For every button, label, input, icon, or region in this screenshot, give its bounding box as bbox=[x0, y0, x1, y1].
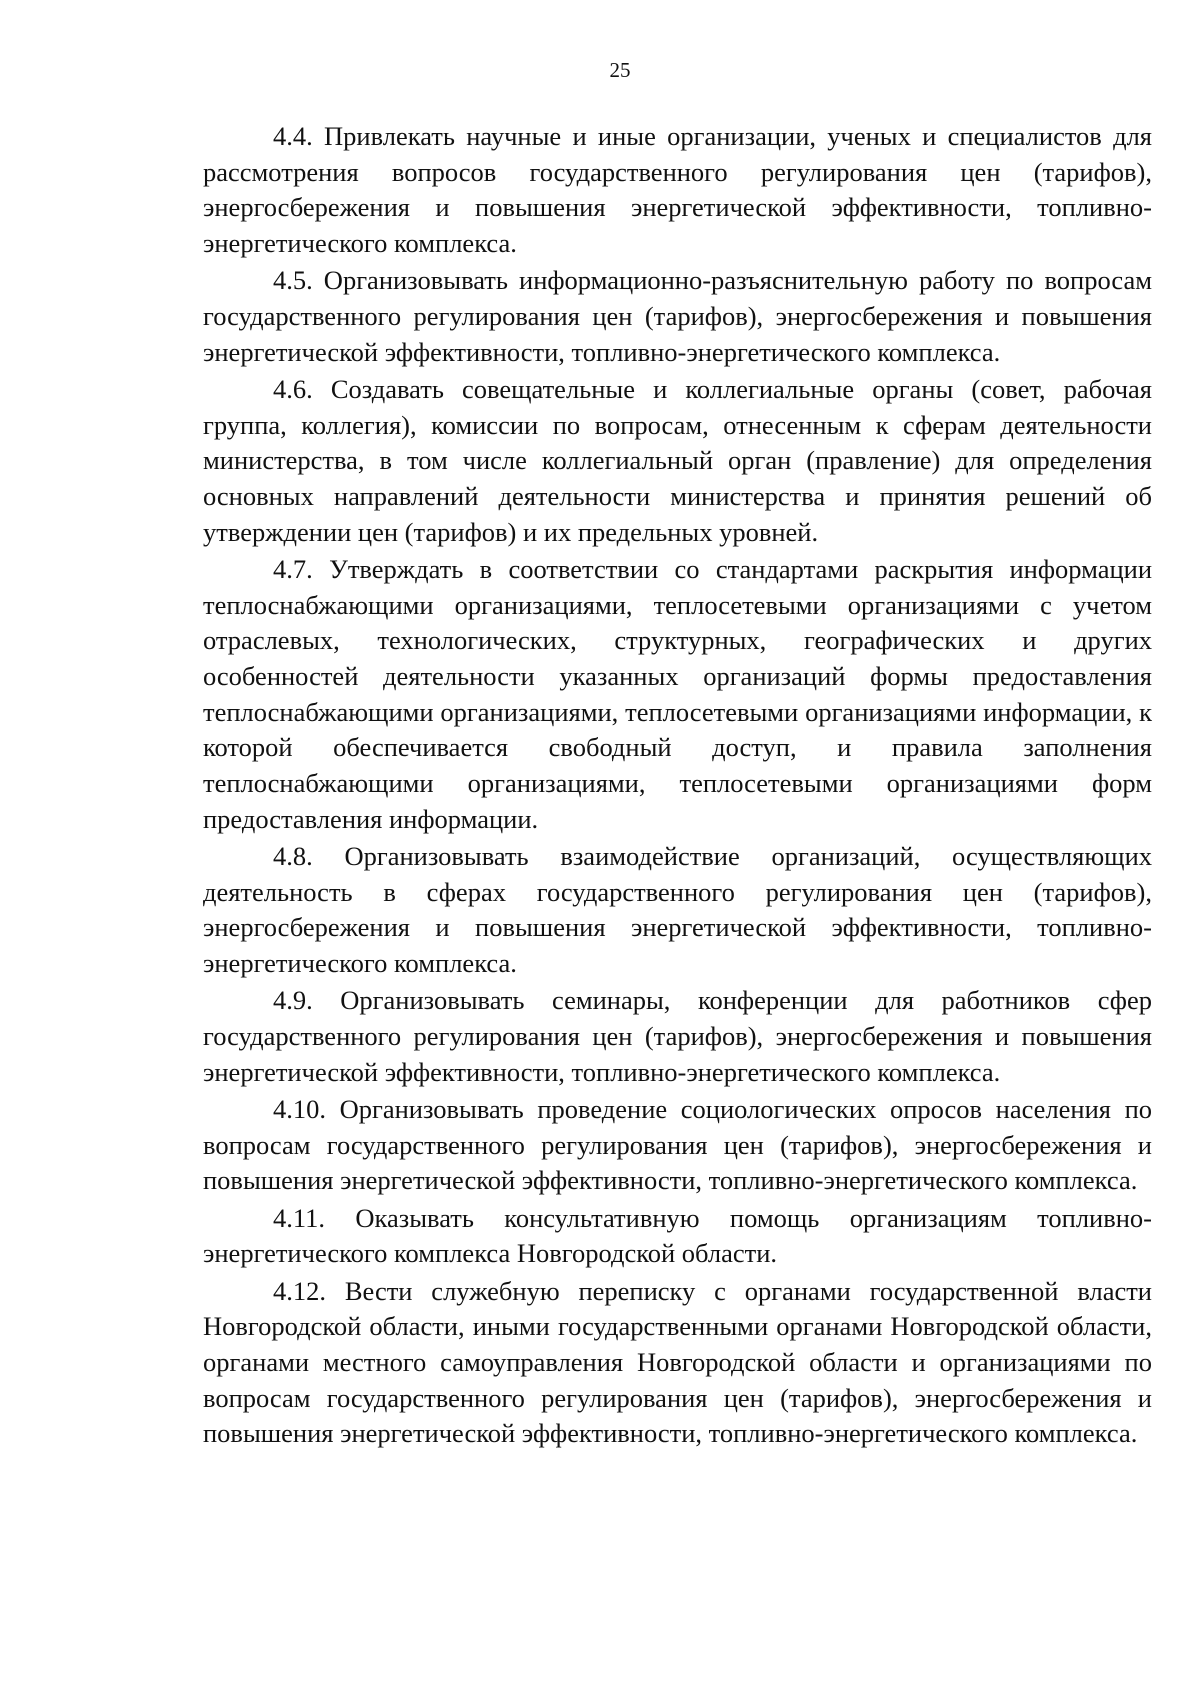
paragraph-4-6: 4.6. Создавать совещательные и коллегиальные органы (совет, рабочая группа, коллегия), комиссии по вопросам, отнесенным к сферам деятельности министерства, в том числе коллегиальный орган (правление) для определения основных направлений деятельности министерства и принятия решений об утверждении цен (тарифов) и их предельных уровней. bbox=[203, 373, 1152, 547]
paragraph-4-12: 4.12. Вести служебную переписку с органами государственной власти Новгородской области, иными государственными органами Новгородской области, органами местного самоуправления Новгородской области и организациями по вопросам государственного регулирования цен (тарифов), энергосбережения и повышения энергетической эффективности, топливно-энергетического комплекса. bbox=[203, 1275, 1152, 1449]
document-body bbox=[203, 119, 1152, 1454]
paragraph-4-8: 4.8. Организовывать взаимодействие организаций, осуществляющих деятельность в сферах государственного регулирования цен (тарифов), энергосбережения и повышения энергетической эффективности, топливно-энергетического комплекса. bbox=[203, 841, 1152, 979]
paragraph-4-4: 4.4. Привлекать научные и иные организации, ученых и специалистов для рассмотрения вопросов государственного регулирования цен (тарифов), энергосбережения и повышения энергетической эффективности, топливно-энергетического комплекса. bbox=[203, 121, 1152, 259]
paragraph-4-11: 4.11. Оказывать консультативную помощь организациям топливно-энергетического комплекса Новгородской области. bbox=[203, 1202, 1152, 1269]
page-number: 25 bbox=[609, 58, 631, 82]
paragraph-4-7: 4.7. Утверждать в соответствии со стандартами раскрытия информации теплоснабжающими организациями, теплосетевыми организациями с учетом отраслевых, технологических, структурных, географических и других особенностей деятельности указанных организаций формы предоставления теплоснабжающими организациями, теплосетевыми организациями информации, к которой обеспечивается свободный доступ, и правила заполнения теплоснабжающими организациями, теплосетевыми организациями форм предоставления информации. bbox=[203, 553, 1152, 834]
paragraph-4-9: 4.9. Организовывать семинары, конференции для работников сфер государственного регулирования цен (тарифов), энергосбережения и повышения энергетической эффективности, топливно-энергетического комплекса. bbox=[203, 985, 1152, 1087]
paragraph-4-5: 4.5. Организовывать информационно-разъяснительную работу по вопросам государственного регулирования цен (тарифов), энергосбережения и повышения энергетической эффективности, топливно-энергетического комплекса. bbox=[203, 265, 1152, 367]
paragraph-4-10: 4.10. Организовывать проведение социологических опросов населения по вопросам государственного регулирования цен (тарифов), энергосбережения и повышения энергетической эффективности, топливно-энергетического комплекса. bbox=[203, 1093, 1152, 1196]
